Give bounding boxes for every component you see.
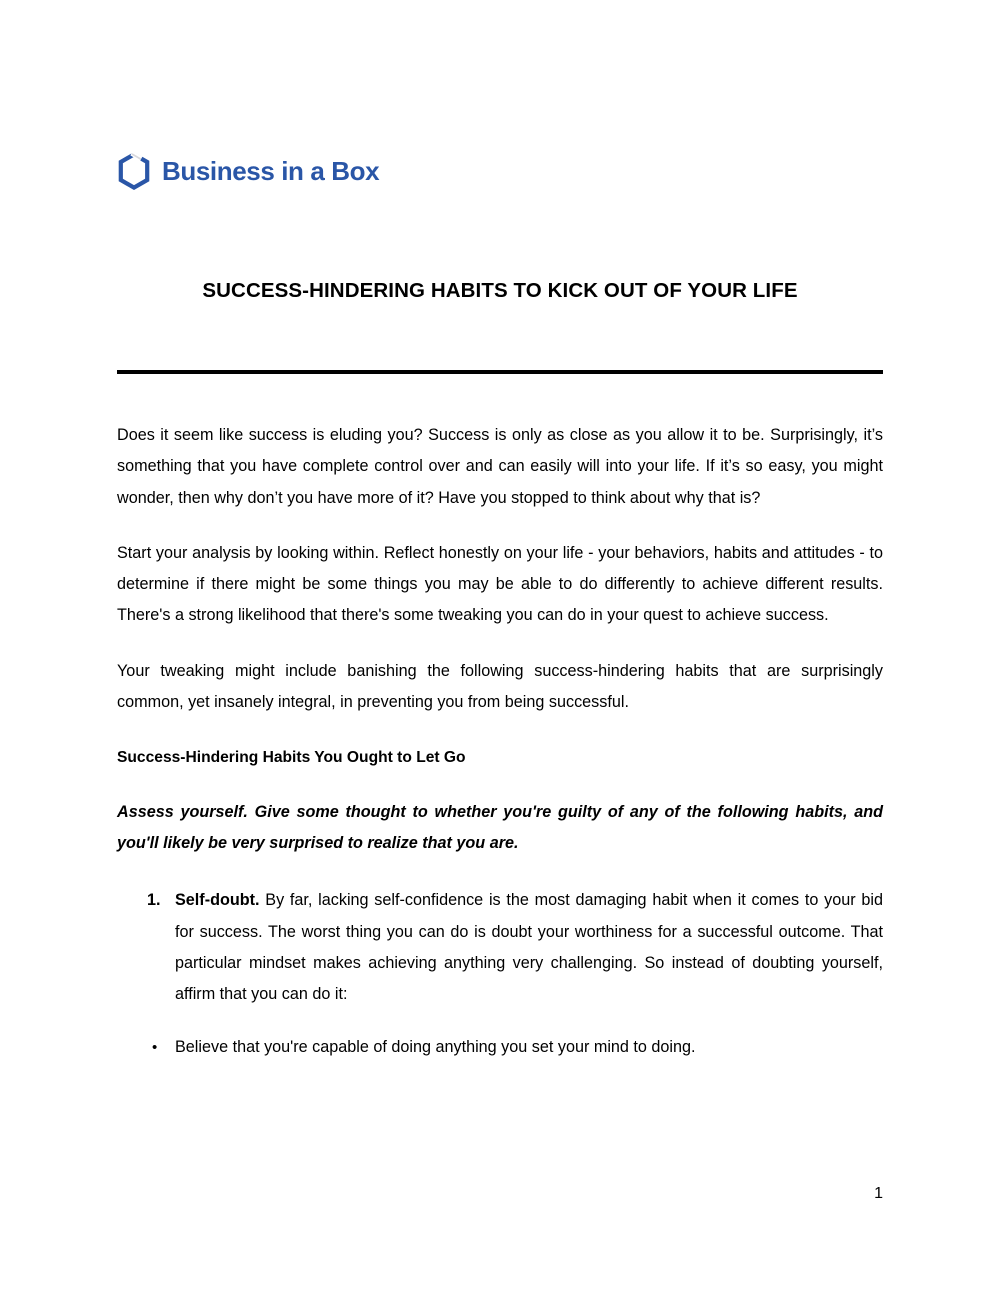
title-divider — [117, 370, 883, 374]
brand-name: Business in a Box — [162, 156, 380, 186]
document-body — [117, 420, 883, 1064]
body-paragraph-2: Start your analysis by looking within. Reflect honestly on your life - your behaviors, habits and attitudes - to determine if there might be some things you may be able to do differently to achieve different results. There's a strong likelihood that there's some tweaking you can do in your quest to achieve success. — [117, 543, 883, 625]
list-item-text: By far, lacking self-confidence is the most damaging habit when it comes to your bid for success. The worst thing you can do is doubt your worthiness for a successful outcome. That particular mindset makes achieving anything very challenging. So instead of doubting yourself, affirm that you can do it: — [175, 891, 883, 1004]
bullet-list — [117, 1032, 883, 1063]
list-item — [175, 885, 883, 1010]
list-item: • Believe that you're capable of doing anything you set your mind to doing. — [175, 1032, 883, 1063]
brand-logo — [117, 152, 379, 190]
section-heading: Success-Hindering Habits You Ought to Let Go — [117, 749, 466, 767]
numbered-list — [117, 885, 883, 1010]
page-number: 1 — [874, 1185, 883, 1202]
list-item-lead: Self-doubt. — [175, 891, 260, 910]
body-paragraph-1: Does it seem like success is eluding you? Success is only as close as you allow it to be. Surprisingly, it’s something that you have complete control over and can easily will into your life. If it’s so easy, you might wonder, then why don’t you have more of it? Have you stopped to think about why that is? — [117, 426, 883, 507]
lead-italic-text: Assess yourself. Give some thought to whether you're guilty of any of the following habits, and you'll likely be very surprised to realize that you are. — [117, 802, 883, 852]
body-paragraph-3: Your tweaking might include banishing the following success-hindering habits that are surprisingly common, yet insanely integral, in preventing you from being successful. — [117, 661, 883, 712]
page-title: SUCCESS-HINDERING HABITS TO KICK OUT OF YOUR LIFE — [202, 279, 798, 302]
hexagon-outline-icon — [117, 152, 151, 190]
